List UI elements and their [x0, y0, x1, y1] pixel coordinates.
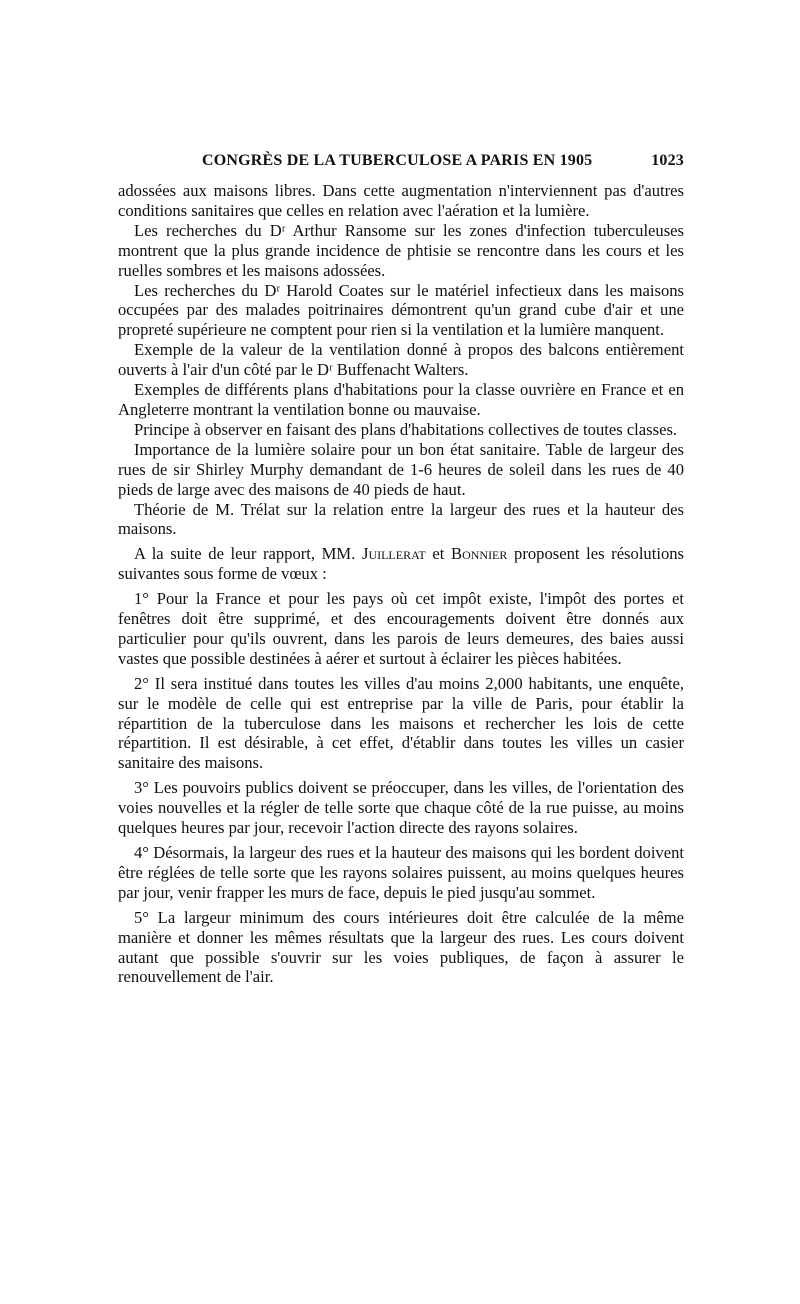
page-body [118, 181, 684, 987]
paragraph-ransome: Les recherches du Dʳ Arthur Ransome sur les zones d'infection tuberculeuses montrent que la plus grande incidence de phtisie se rencontre dans les cours et les ruelles sombres et les maisons adossées. [118, 220, 684, 280]
intro-text-after: proposent les résolutions suivantes sous forme de vœux : [118, 544, 684, 584]
paragraph-continuation: adossées aux maisons libres. Dans cette augmentation n'interviennent pas d'autres conditions sanitaires que celles en relation avec l'aération et la lumière. [118, 181, 684, 220]
resolution-2: 2° Il sera institué dans toutes les villes d'au moins 2,000 habitants, une enquête, sur le modèle de celle qui est entreprise par la ville de Paris, pour établir la répartition de la tuberculose dans les maisons et rechercher les lois de cette répartition. Il est désirable, à cet effet, d'établir dans toutes les villes un casier sanitaire des maisons. [118, 673, 684, 773]
resolution-3: 3° Les pouvoirs publics doivent se préoccuper, dans les villes, de l'orientation des voies nouvelles et la régler de telle sorte que chaque côté de la rue puisse, au moins quelques heures par jour, recevoir l'action directe des rayons solaires. [118, 778, 684, 838]
paragraph-intro [118, 544, 684, 584]
resolution-4: 4° Désormais, la largeur des rues et la hauteur des maisons qui les bordent doivent être réglées de telle sorte que les rayons solaires puissent, au moins quelques heures par jour, venir frapper les murs de face, depuis le pied jusqu'au sommet. [118, 843, 684, 902]
paragraph-balcons: Exemple de la valeur de la ventilation donné à propos des balcons entièrement ouverts à l'air d'un côté par le Dʳ Buffenacht Walters. [118, 340, 684, 380]
page-number: 1023 [651, 152, 684, 169]
running-head [118, 152, 684, 176]
paragraph-lumiere: Importance de la lumière solaire pour un bon état sanitaire. Table de largeur des rues de sir Shirley Murphy demandant de 1-6 heures de soleil dans les rues de 40 pieds de large avec des maisons de 40 pieds de haut. [118, 439, 684, 499]
paragraph-coates: Les recherches du Dʳ Harold Coates sur le matériel infectieux dans les maisons occupées par des malades poitrinaires démontrent qu'un grand cube d'air et une propreté supérieure ne comptent pour rien si la ventilation et la lumière manquent. [118, 280, 684, 340]
intro-text-middle: et [425, 544, 451, 564]
author-name-bonnier: Bonnier [451, 544, 508, 564]
running-head-title: CONGRÈS DE LA TUBERCULOSE A PARIS EN 1905 [202, 152, 593, 169]
paragraph-plans: Exemples de différents plans d'habitations pour la classe ouvrière en France et en Angleterre montrant la ventilation bonne ou mauvaise. [118, 380, 684, 419]
paragraph-principe: Principe à observer en faisant des plans d'habitations collectives de toutes classes. [134, 419, 678, 439]
author-name-juillerat: Juillerat [361, 544, 426, 564]
resolution-1: 1° Pour la France et pour les pays où cet impôt existe, l'impôt des portes et fenêtres doit être supprimé, et des encouragements doivent être donnés aux particulier pour qu'ils ouvrent, dans les parois de leurs demeures, des baies aussi vastes que possible destinées à aérer et surtout à éclairer les pièces habitées. [118, 589, 684, 668]
paragraph-trelat: Théorie de M. Trélat sur la relation entre la largeur des rues et la hauteur des maisons. [118, 499, 684, 539]
resolution-5: 5° La largeur minimum des cours intérieures doit être calculée de la même manière et donner les mêmes résultats que la largeur des rues. Les cours doivent autant que possible s'ouvrir sur les voies publiques, de façon à assurer le renouvellement de l'air. [118, 907, 684, 987]
intro-text-before: A la suite de leur rapport, MM. [134, 544, 362, 564]
